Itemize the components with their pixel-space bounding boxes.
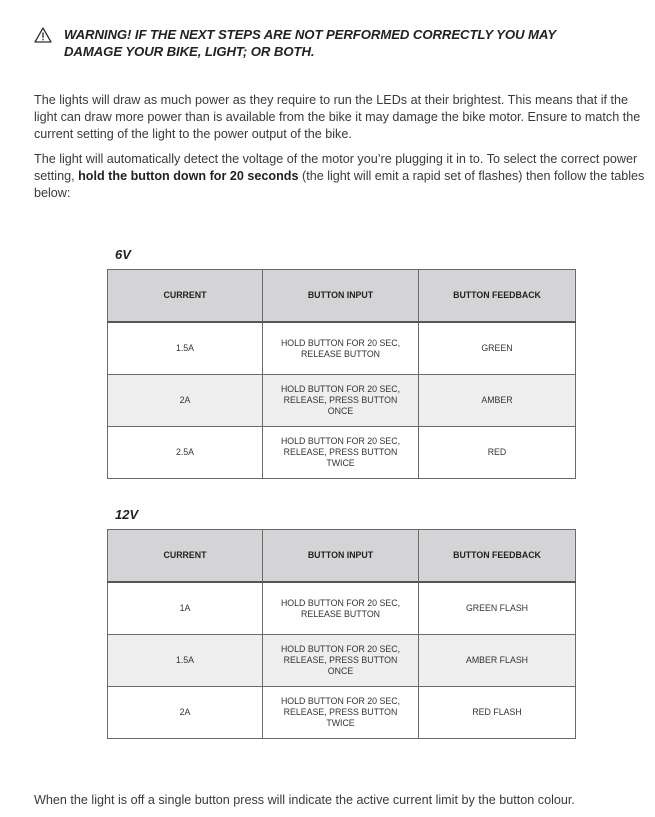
cell-button-input bbox=[263, 322, 419, 375]
table-row bbox=[108, 322, 576, 375]
table-header-row bbox=[108, 530, 576, 583]
table-row bbox=[108, 427, 576, 479]
cell-button-feedback: AMBER FLASH bbox=[419, 635, 576, 687]
input-line: RELEASE, PRESS BUTTON bbox=[283, 655, 398, 665]
input-line: HOLD BUTTON FOR 20 SEC, bbox=[280, 696, 401, 706]
warning-triangle-icon bbox=[34, 27, 52, 43]
table-header-row bbox=[108, 270, 576, 323]
cell-button-feedback: GREEN bbox=[419, 322, 576, 375]
cell-button-feedback: GREEN FLASH bbox=[419, 582, 576, 635]
cell-button-feedback: AMBER bbox=[419, 375, 576, 427]
input-line: RELEASE, PRESS BUTTON bbox=[283, 447, 398, 457]
warning-block bbox=[34, 26, 634, 60]
cell-button-input bbox=[263, 687, 419, 739]
section-label-6v: 6V bbox=[115, 247, 131, 262]
input-line: HOLD BUTTON FOR 20 SEC, bbox=[280, 597, 401, 608]
warning-line-1: WARNING! IF THE NEXT STEPS ARE NOT PERFORMED CORRECTLY YOU MAY bbox=[64, 27, 557, 42]
cell-current: 1.5A bbox=[108, 322, 263, 375]
header-current: CURRENT bbox=[108, 530, 263, 583]
table-row bbox=[108, 582, 576, 635]
warning-line-2: DAMAGE YOUR BIKE, LIGHT; OR BOTH. bbox=[64, 44, 315, 59]
header-button-feedback: BUTTON FEEDBACK bbox=[419, 530, 576, 583]
input-line: RELEASE, PRESS BUTTON bbox=[283, 395, 398, 405]
cell-current: 2.5A bbox=[108, 427, 263, 479]
cell-button-input bbox=[263, 427, 419, 479]
input-line: HOLD BUTTON FOR 20 SEC, bbox=[280, 436, 401, 446]
header-button-feedback: BUTTON FEEDBACK bbox=[419, 270, 576, 323]
cell-button-feedback: RED bbox=[419, 427, 576, 479]
footer-note: When the light is off a single button press will indicate the active current limit by the button colour. bbox=[34, 793, 575, 807]
input-line: ONCE bbox=[327, 666, 354, 676]
input-line: RELEASE BUTTON bbox=[300, 348, 381, 359]
cell-current: 2A bbox=[108, 375, 263, 427]
instruction-bold-text: hold the button down for 20 seconds bbox=[78, 168, 299, 183]
input-line: ONCE bbox=[327, 406, 354, 416]
input-line: HOLD BUTTON FOR 20 SEC, bbox=[280, 384, 401, 394]
cell-current: 2A bbox=[108, 687, 263, 739]
instruction-text-start: The light will automatically detect the voltage of the motor you’re plugging it in to. To select the correct power setting, bbox=[34, 152, 638, 183]
section-label-12v: 12V bbox=[115, 507, 139, 522]
cell-current: 1.5A bbox=[108, 635, 263, 687]
input-line: RELEASE BUTTON bbox=[300, 608, 381, 619]
instruction-paragraph bbox=[34, 151, 654, 201]
input-line: HOLD BUTTON FOR 20 SEC, bbox=[280, 644, 401, 654]
cell-button-input bbox=[263, 375, 419, 427]
cell-button-input bbox=[263, 635, 419, 687]
table-12v bbox=[107, 529, 576, 739]
header-button-input: BUTTON INPUT bbox=[263, 530, 419, 583]
input-line: TWICE bbox=[326, 458, 355, 468]
input-line: RELEASE, PRESS BUTTON bbox=[283, 707, 398, 717]
table-row bbox=[108, 635, 576, 687]
cell-button-input bbox=[263, 582, 419, 635]
cell-button-feedback: RED FLASH bbox=[419, 687, 576, 739]
input-line: HOLD BUTTON FOR 20 SEC, bbox=[280, 337, 401, 348]
input-line: TWICE bbox=[326, 718, 355, 728]
warning-text bbox=[64, 26, 556, 60]
table-6v bbox=[107, 269, 576, 479]
header-current: CURRENT bbox=[108, 270, 263, 323]
header-button-input: BUTTON INPUT bbox=[263, 270, 419, 323]
cell-current: 1A bbox=[108, 582, 263, 635]
table-row bbox=[108, 687, 576, 739]
table-row bbox=[108, 375, 576, 427]
instruction-text-end: (the light will emit a rapid set of flashes) then follow the tables below: bbox=[34, 168, 645, 200]
intro-paragraph: The lights will draw as much power as they require to run the LEDs at their brightest. This means that if the light can draw more power than is available from the bike it may damage the bike motor. Ensure to match the current setting of the light to the power output of the bike. bbox=[34, 93, 641, 141]
